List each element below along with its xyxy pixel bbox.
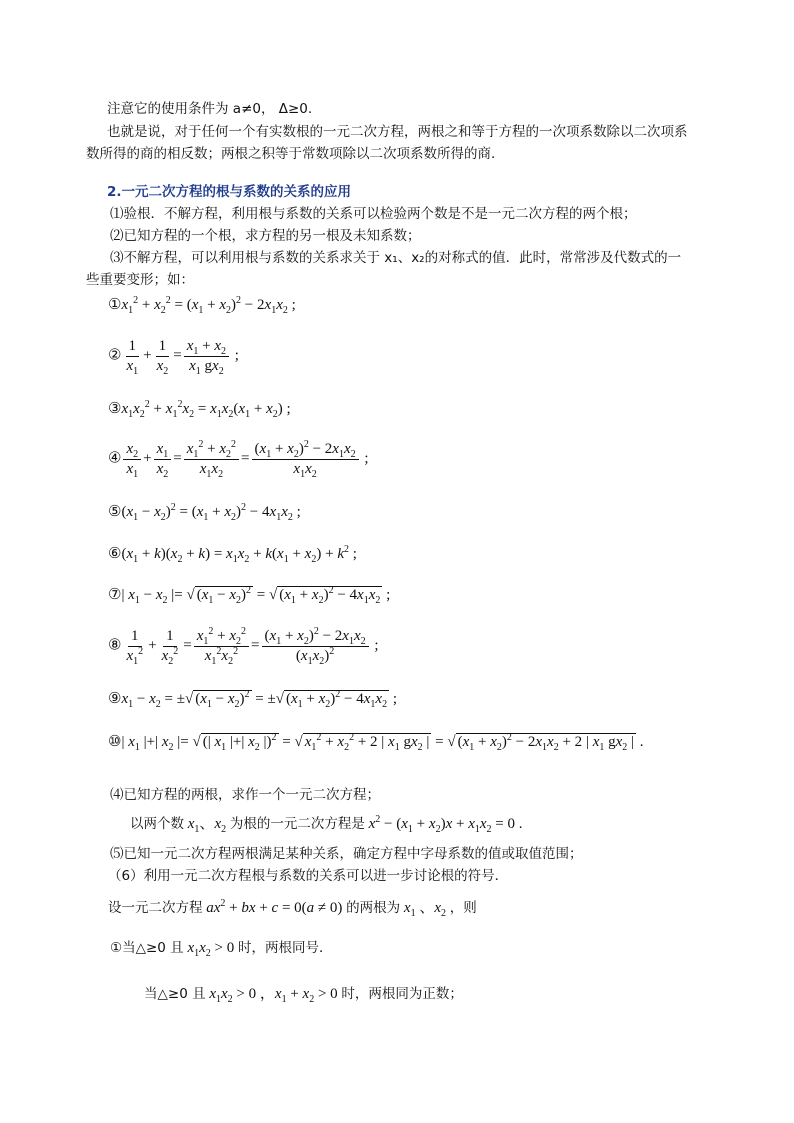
condition-text: 注意它的使用条件为 a≠0， Δ≥0. <box>107 101 313 117</box>
formula-label: ① <box>108 297 122 313</box>
item-3-line1: ⑶不解方程，可以利用根与系数的关系求关于 x₁、x₂的对称式的值．此时，常常涉及代数式的一 <box>110 250 682 266</box>
formula-label: ② <box>108 347 122 364</box>
formula-7: ⑦| $x_1 - x_2$ |= √ $(x_1 - x_2)^2$ = √ $(x_1 + x_2)^2 - 4x_1x_2$ ; <box>108 585 391 606</box>
formula-9: $⑨x_1 - x_2$ = ±√ $(x_1 - x_2)^2$ = ±√ $(x_1 + x_2)^2 - 4x_1x_2$ ; <box>108 689 397 710</box>
item-2: ⑵已知方程的一个根，求方程的另一根及未知系数； <box>110 228 421 244</box>
formula-label: ⑨ <box>108 691 122 707</box>
item-4: ⑷已知方程的两根，求作一个一元二次方程； <box>110 787 380 803</box>
formula-8: ⑧ $\frac{1}{x_1^2}$ + $\frac{1}{x_2^2}$ = $\frac{x_1^2 + x_2^2}{x_1^2x_2^2}$ = $\frac{(x_1 + x_2)^2 - 2x_1x_2}{(x_1x_2)^2}$ ; <box>108 626 379 667</box>
setup-text: 设一元二次方程 $ax^2$ + bx + c = 0(a ≠ 0) 的两根为 $x_1$ 、$x_2$ ，则 <box>108 898 477 919</box>
formula-label: ③ <box>108 401 122 417</box>
item-6: （6）利用一元二次方程根与系数的关系可以进一步讨论根的符号． <box>108 868 509 884</box>
meaning-text-line2: 数所得的商的相反数；两根之积等于常数项除以二次项系数所得的商. <box>86 146 496 162</box>
formula-3: $③x_1x_2^2 + x_1^2x_2 = x_1x_2(x_1 + x_2)$ ; <box>108 399 291 420</box>
formula-5: $⑤(x_1 - x_2)^2 = (x_1 + x_2)^2 - 4x_1x_2$ ; <box>108 502 301 523</box>
formula-6: $⑥(x_1 + k)(x_2 + k) = x_1x_2 + k(x_1 + x_2) + k^2$ ; <box>108 544 357 565</box>
item-3-line2: 些重要变形；如： <box>86 272 194 288</box>
formula-2: ② $\frac{1}{x_1}$ + $\frac{1}{x_2}$ = $\frac{x_1 + x_2}{x_1 gx_2}$ ; <box>108 338 239 377</box>
formula-label: ⑩ <box>108 734 122 750</box>
formula-label: ④ <box>108 450 122 467</box>
section-heading: 2.一元二次方程的根与系数的关系的应用 <box>107 184 352 200</box>
meaning-text-line1: 也就是说，对于任何一个有实数根的一元二次方程，两根之和等于方程的一次项系数除以二次项系 <box>107 124 688 140</box>
item-5: ⑸已知一元二次方程两根满足某种关系，确定方程中字母系数的值或取值范围； <box>110 846 583 862</box>
formula-1: $①x_1^2 + x_2^2 = (x_1 + x_2)^2 - 2x_1x_2$ ; <box>108 295 296 316</box>
formula-label: ⑧ <box>108 637 122 654</box>
item-4-detail: 以两个数 $x_1$、$x_2$ 为根的一元二次方程是 $x^2 - (x_1 + x_2)x + x_1x_2 = 0$ . <box>130 814 523 835</box>
formula-10: ⑩| $x_1$ |+| $x_2$ |= √ (| $x_1$ |+| $x_2$ |)$^2$ = √ $x_1^2 + x_2^2 + 2$ | $x_1$ $gx_2$ | = √ $(x_1 + x_2)^2 - 2x_1x_2 + 2$ | $x_1$ $gx_2$ | . <box>108 732 644 753</box>
item-1: ⑴验根．不解方程，利用根与系数的关系可以检验两个数是不是一元二次方程的两个根； <box>110 206 637 222</box>
formula-4: ④ $\frac{x_2}{x_1}$ + $\frac{x_1}{x_2}$ = $\frac{x_1^2 + x_2^2}{x_1x_2}$ = $\frac{(x_1 + x_2)^2 - 2x_1x_2}{x_1x_2}$ ; <box>108 439 369 480</box>
formula-label: ⑦ <box>108 587 122 603</box>
formula-label: ⑥ <box>108 546 122 562</box>
formula-label: ⑤ <box>108 504 122 520</box>
case-1: ①当△≥0 且 $x_1x_2 > 0$ 时，两根同号． <box>110 940 333 959</box>
case-2: 当△≥0 且 $x_1x_2 > 0$ ，$x_1 + x_2 > 0$ 时，两根同为正数； <box>144 986 463 1005</box>
